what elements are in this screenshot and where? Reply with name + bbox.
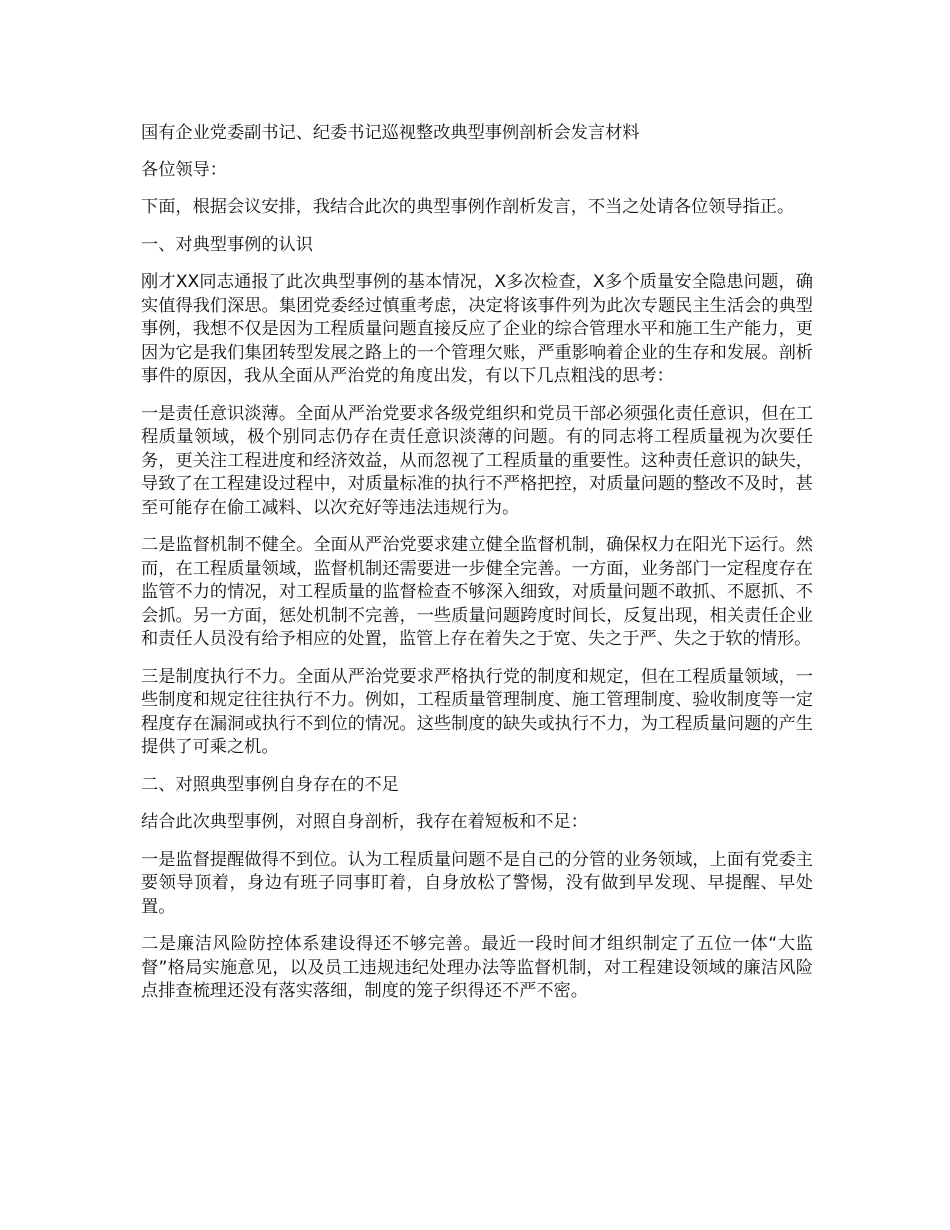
paragraph-system-execution: 三是制度执行不力。全面从严治党要求严格执行党的制度和规定，但在工程质量领域，一些制度和规定往往执行不力。例如，工程质量管理制度、施工管理制度、验收制度等一定程度存在漏洞或执行不到位的情况。这些制度的缺失或执行不力，为工程质量问题的产生提供了可乘之机。 <box>141 666 813 757</box>
paragraph-intro: 下面，根据会议安排，我结合此次的典型事例作剖析发言，不当之处请各位领导指正。 <box>141 197 795 217</box>
paragraph-overview: 刚才XX同志通报了此次典型事例的基本情况，X多次检查，X多个质量安全隐患问题，确实值得我们深思。集团党委经过慎重考虑，决定将该事件列为此次专题民主生活会的典型事例，我想不仅是因为工程质量问题直接反应了企业的综合管理水平和施工生产能力，更因为它是我们集团转型发展之路上的一个管理欠账，严重影响着企业的生存和发展。剖析事件的原因，我从全面从严治党的角度出发，有以下几点粗浅的思考： <box>141 272 813 386</box>
section-heading-1: 一、对典型事例的认识 <box>141 234 313 255</box>
paragraph-reminder: 一是监督提醒做得不到位。认为工程质量问题不是自己的分管的业务领域，上面有党委主要领导顶着，身边有班子同事盯着，自身放松了警惕，没有做到早发现、早提醒、早处置。 <box>141 849 813 917</box>
section-heading-2: 二、对照典型事例自身存在的不足 <box>141 774 399 795</box>
document-body <box>141 122 813 1018</box>
document-title: 国有企业党委副书记、纪委书记巡视整改典型事例剖析会发言材料 <box>141 123 640 143</box>
salutation: 各位领导： <box>141 159 227 180</box>
paragraph-responsibility: 一是责任意识淡薄。全面从严治党要求各级党组织和党员干部必须强化责任意识，但在工程质量领域，极个别同志仍存在责任意识淡薄的问题。有的同志将工程质量视为次要任务，更关注工程进度和经济效益，从而忽视了工程质量的重要性。这种责任意识的缺失，导致了在工程建设过程中，对质量标准的执行不严格把控，对质量问题的整改不及时，甚至可能存在偷工减料、以次充好等违法违规行为。 <box>141 403 813 518</box>
paragraph-self-review: 结合此次典型事例，对照自身剖析，我存在着短板和不足： <box>141 812 588 832</box>
paragraph-risk-control: 二是廉洁风险防控体系建设得还不够完善。最近一段时间才组织制定了五位一体“大监督”格局实施意见，以及员工违规违纪处理办法等监督机制，对工程建设领域的廉洁风险点排查梳理还没有落实落细，制度的笼子织得还不严不密。 <box>141 934 813 1001</box>
paragraph-supervision: 二是监督机制不健全。全面从严治党要求建立健全监督机制，确保权力在阳光下运行。然而，在工程质量领域，监督机制还需要进一步健全完善。一方面，业务部门一定程度存在监管不力的情况，对工程质量的监督检查不够深入细致，对质量问题不敢抓、不愿抓、不会抓。另一方面，惩处机制不完善，一些质量问题跨度时间长，反复出现，相关责任企业和责任人员没有给予相应的处置，监管上存在着失之于宽、失之于严、失之于软的情形。 <box>141 535 813 649</box>
